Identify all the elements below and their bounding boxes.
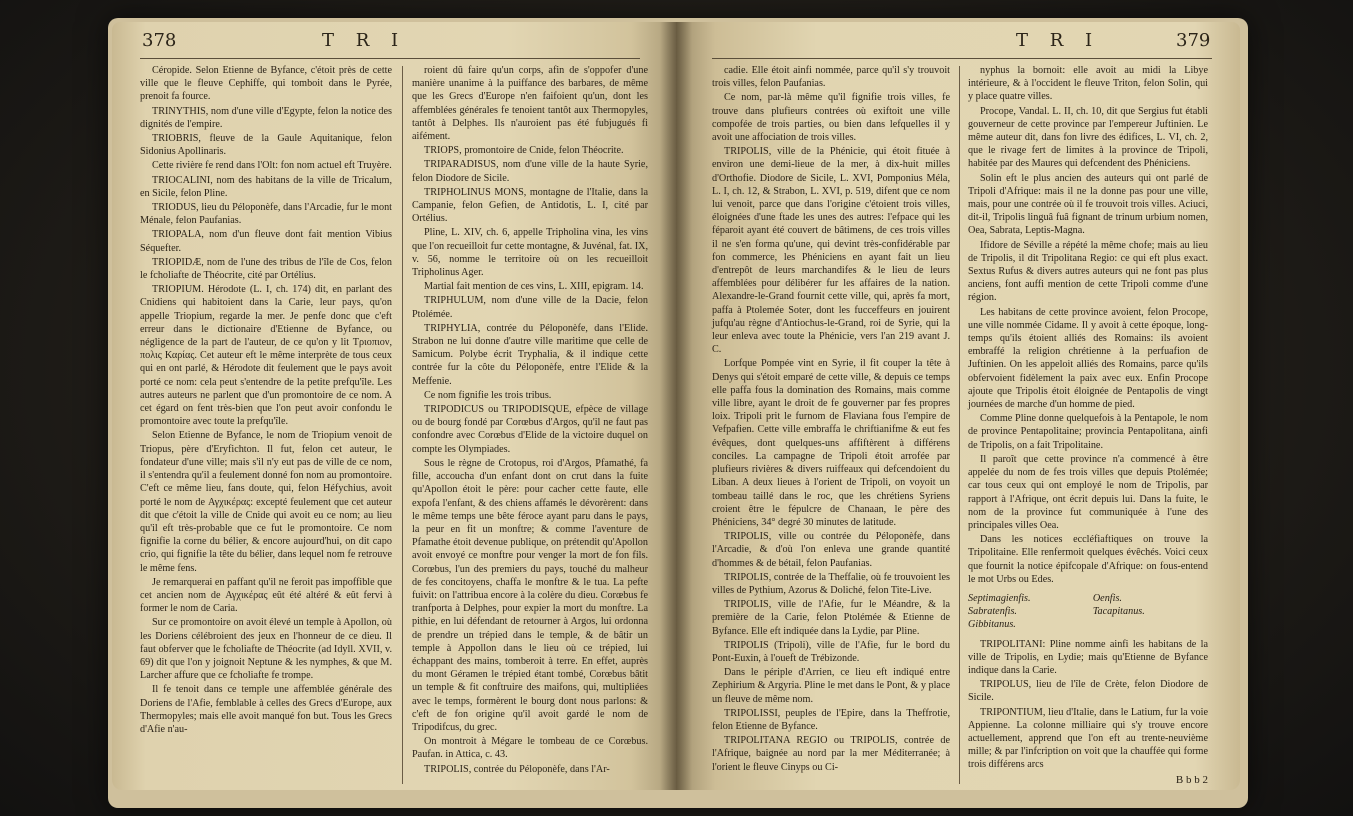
dictionary-entry: TRIPOLIS, ville de la Phénicie, qui étoit fituée à environ une demi-lieue de la mer, à dix-huit milles d'Orthofie. Diodore de Sicile, L. XVI, Pomponius Méla, L. I, ch. 12, & Strabon, L. XVI, p. 519, difent que ce nom lui venoit, parce que dans l'origine c'étoient trois villes, éloignées d'une ftade les unes des autres: l'efpace qui les féparoit ayant été couvert de bâtimens, de ces trois villes il ne s'en forma qu'une, qui devint très-confidérable par fon commerce, les Phéniciens en ayant fait un lieu d'entrepôt de leurs marchandifes & le lieu de leurs affemblées pour délibérer fur les affaires de la nation. Alexandre-le-Grand fournit cette ville, qui, après fa mort, paffa à Ptolemée Soter, dont les fucceffeurs en jouirent jufqu'au règne d'Antiochus-le-Grand, roi de Syrie, qui la leur enleva avec toute la Phénicie, vers l'an 219 avant J. C.	[712, 146, 950, 356]
bishopric-name: Oenfis.	[1092, 592, 1122, 604]
dictionary-entry: Sur ce promontoire on avoit élevé un temple à Apollon, où les Doriens célébroient des jeux en l'honneur de ce dieu. Il faut obferver que le fcholiafte de Théocrite (ad Idyll. XVII, v. 69) dit que l'on y joignoit Neptune & les nymphes, & que M. Larcher affure que ce fcholiafte fe trompe.	[140, 617, 392, 682]
dictionary-entry: TRIPOLITANA REGIO ou TRIPOLIS, contrée de l'Afrique, baignée au nord par la mer Méditerranée; à l'orient le fleuve Cinyps ou Ci-	[712, 735, 950, 773]
bishopric-name: Septimagienfis.	[968, 592, 1031, 604]
dictionary-entry: Martial fait mention de ces vins, L. XIII, epigram. 14.	[424, 281, 644, 293]
dictionary-entry: TRIOCALINI, nom des habitans de la ville de Tricalum, en Sicile, felon Pline.	[140, 174, 392, 199]
dictionary-entry: Il fe tenoit dans ce temple une affemblée générale des Doriens de l'Afie, femblable à celles des Grecs d'Europe, aux Thermopyles; mais elle avoit manqué fon but. Tous les Grecs d'Afie n'au-	[140, 684, 392, 735]
dictionary-entry: nyphus la bornoit: elle avoit au midi la Libye intérieure, & à l'occident le fleuve Triton, felon Solin, qui y place quatre villes.	[968, 65, 1208, 103]
left-column-1	[140, 64, 392, 737]
dictionary-entry: Dans les notices eccléfiaftiques on trouve la Tripolitaine. Elle renfermoit quelques évêchés. Voici ceux que fournit la notice épifcopale d'Afrique: on fous-entend le mot Urbs ou Edes.	[968, 534, 1208, 585]
dictionary-entry: Pline, L. XIV, ch. 6, appelle Tripholina vina, les vins que l'on recueilloit fur cette montagne, & Juvénal, fat. IX, v. 56, nomme le territoire où on les recueilloit Tripholinus Ager.	[412, 227, 648, 279]
dictionary-entry: TRIPOLIS, contrée du Péloponèfe, dans l'Ar-	[424, 763, 610, 775]
dictionary-entry: TRIOBRIS, fleuve de la Gaule Aquitanique, felon Sidonius Apollinaris.	[140, 133, 392, 158]
dictionary-entry: Procope, Vandal. L. II, ch. 10, dit que Sergius fut établi gouverneur de cette province par l'empereur Juftinien. Le même auteur dit, dans fon livre des édifices, L. VI, ch. 2, que le rivage fert de limites à la province de Tripoli, habitée par des Maures qui defcendent des Phéniciens.	[968, 105, 1208, 170]
dictionary-entry: Solin eft le plus ancien des auteurs qui ont parlé de Tripoli d'Afrique: mais il ne la donne pas pour une ville, mais, pour une contrée où il fe trouvoit trois villes. Aciuci, dit-il, Tripolis linguâ fuâ fignant de trinum urbium nomen, Oea, Sabrata, Leptis-Magna.	[968, 172, 1208, 237]
dictionary-entry: TRIPHYLIA, contrée du Péloponèfe, dans l'Elide. Strabon ne lui donne d'autre ville maritime que celle de Samicum. Polybe écrit Tryphalia, & il indique cette contrée fur la côte du Péloponèfe, entre l'Elide & la Meffenie.	[412, 322, 648, 387]
right-column-1	[712, 64, 950, 775]
dictionary-entry: TRIOPIDÆ, nom de l'une des tribus de l'île de Cos, felon le fcholiafte de Théocrite, cité par Ortélius.	[140, 256, 392, 282]
running-head-right: T R I	[1016, 30, 1101, 51]
bishopric-name: Sabratenfis.	[968, 606, 1017, 618]
page-number-left: 378	[142, 30, 177, 51]
header-rule-right	[712, 58, 1212, 59]
dictionary-entry: Selon Etienne de Byfance, le nom de Triopium venoit de Triopus, père d'Eryfichton. Il fut, felon cet auteur, le fondateur d'une ville; mais s'il n'y eut pas de ville de ce nom, il s'entendra qu'il a feulement donné fon nom au promontoire. C'eft ce même lieu, fans doute, qui, felon Héfychius, avoit porté le nom de Αγχικέρας: excepté feulement que cet auteur dit que c'étoit la ville de Cnide qui avoit eu ce nom; au lieu qu'il eft très-probable que ce fut le promontoire. Ce nom fignifie la corne du bélier, & encore aujourd'hui, on dit capo crio, qui fignifie la tête du bélier, dans lequel nom fe retrouve le même fens.	[140, 430, 392, 574]
dictionary-entry: TRIPHOLINUS MONS, montagne de l'Italie, dans la Campanie, felon Gefien, de Antidotis, L. I, cité par Ortélius.	[412, 186, 648, 225]
dictionary-entry: TRIOPS, promontoire de Cnide, felon Théocrite.	[424, 145, 624, 157]
dictionary-entry: cadie. Elle étoit ainfi nommée, parce qu'il s'y trouvoit trois villes, felon Paufanias.	[712, 65, 950, 90]
left-page	[112, 22, 676, 790]
book-gutter	[660, 22, 692, 790]
right-page	[676, 22, 1240, 790]
dictionary-entry: Céropide. Selon Etienne de Byfance, c'étoit près de cette ville que le fleuve Cephiffe, qui tomboit dans le Pyrée, prenoit fa fource.	[140, 65, 392, 103]
dictionary-entry: TRIPOLITANI: Pline nomme ainfi les habitans de la ville de Tripolis, en Lydie; mais qu'Etienne de Byfance indique dans la Carie.	[968, 638, 1208, 676]
dictionary-entry: TRIPARADISUS, nom d'une ville de la haute Syrie, felon Diodore de Sicile.	[412, 159, 648, 184]
bishopric-name: Gibbitanus.	[968, 619, 1016, 631]
right-column-2	[968, 64, 1208, 787]
bishoprics-list	[968, 592, 1208, 632]
right-column-2-lower-text	[968, 638, 1208, 772]
bishoprics-list-left	[968, 592, 1083, 632]
dictionary-entry: Ce nom fignifie les trois tribus.	[424, 389, 552, 401]
dictionary-entry: TRINYTHIS, nom d'une ville d'Egypte, felon la notice des dignités de l'empire.	[140, 105, 392, 130]
dictionary-entry: Les habitans de cette province avoient, felon Procope, une ville nommée Cidame. Il y avoit à cette époque, long-temps qu'ils étoient alliés des Romains: ils avoient embraffé la religion chrétienne à la perfuafion de Juftinien. On les appeloit alliés des Romains, parce qu'ils obfervoient fidèlement la paix avec eux. Enfin Procope ajoute que Tripolis étoit éloignée de Pentapolis de vingt journées de marche d'un homme de pied.	[968, 306, 1208, 411]
dictionary-entry: On montroit à Mégare le tombeau de ce Corœbus. Paufan. in Attica, c. 43.	[412, 736, 648, 761]
dictionary-entry: TRIPOLIS, ville ou contrée du Péloponèfe, dans l'Arcadie, & d'où l'on enleva une grande quantité d'hommes & de bétail, felon Paufanias.	[712, 531, 950, 569]
dictionary-entry: TRIPOLIS, contrée de la Theffalie, où fe trouvoient les villes de Pythium, Azorus & Doliché, felon Tite-Live.	[712, 571, 950, 596]
dictionary-entry: Sous le règne de Crotopus, roi d'Argos, Pfamathé, fa fille, accoucha d'un enfant dont on crut dans la fuite qu'Apollon étoit le père: pour cacher cette faute, elle expofa l'enfant, & des chiens affamés le dévorèrent: dans le même temps une bête féroce ayant paru dans le pays, la peur en fit un monftre; & comme l'aventure de Pfamathe étoit devenue publique, on prétendit qu'Apollon avoit envoyé ce monftre pour venger la mort de fon fils. Corœbus, l'un des premiers du pays, touché du malheur de fes concitoyens, chaffa le monftre & le tua. La pefte fuivit: on l'attribua encore à la colère du dieu. Corœbus fe tranfporta à Delphes, pour expier la mort du monftre. La pithie, en lui défendant de retourner à Argos, lui ordonna de prendre un trépied dans le temple, & de bâtir un temple à Appollon dans le lieu où ce trépied, lui échappant des mains, tomberoit à terre. En effet, auprès du mont Géramen le trépied étant tombé, Corœbus bâtit un temple & fit conftruire des maifons, qui, multipliées avec le temps, formèrent le bourg dont nous parlons: & c'eft de fon origine qu'il avoit gardé le nom de Tripodifcus, du grec.	[412, 457, 648, 733]
right-column-2-upper-text	[968, 64, 1208, 586]
dictionary-entry: Il paroît que cette province n'a commencé à être appelée du nom de fes trois villes que depuis Ptolémée; car tous ceux qui ont employé le nom de Tripolis, par rapport à l'Afrique, ont écrit depuis lui. Dans la fuite, le nom de la province fut communiquée à l'une des principales villes Oea.	[968, 453, 1208, 531]
dictionary-entry: roient dû faire qu'un corps, afin de s'oppofer d'une manière unanime à la puiffance des barbares, de même que les Grecs d'Europe n'en faifoient qu'un, dont les affemblées générales fe tenoient tantôt aux Thermopyles, tantôt à Delphes. Ils n'auroient pas été fubjugués fi aifément.	[412, 65, 648, 143]
dictionary-entry: Comme Pline donne quelquefois à la Pentapole, le nom de province Pentapolitaine; provincia Pentapolitana, ainfi de Tripolis, on a fait Tripolitaine.	[968, 413, 1208, 451]
dictionary-entry: TRIOPIUM. Hérodote (L. I, ch. 174) dit, en parlant des Cnidiens qui habitoient dans la Carie, leur pays, qu'on appelle Triopium, regarde la mer. Je penfe donc que c'eft erreur dans le dictionaire d'Etienne de Byfance, ou négligence de la part de l'auteur, de ce qu'on y lit Τριοπιον, πολις Καρίας. Cet auteur eft le même interprète de tous ceux qui en ont parlé, & Hérodote dit feulement que le pays avoit porté ce nom: cela peut s'entendre de la petite prefqu'île. Les autres auteurs ne parlent que d'un promontoire de ce nom. A cet égard on fent très-bien que l'on peut avoir confondu le promontoire avec toute la prefqu'île.	[140, 284, 392, 428]
running-head-left: T R I	[322, 30, 407, 51]
dictionary-entry: Cette rivière fe rend dans l'Olt: fon nom actuel eft Truyère.	[152, 160, 392, 172]
header-rule-left	[140, 58, 640, 59]
dictionary-entry: TRIOPALA, nom d'un fleuve dont fait mention Vibius Séquefter.	[140, 229, 392, 254]
bishopric-name: Tacapitanus.	[1092, 606, 1145, 618]
dictionary-entry: TRIODUS, lieu du Péloponèfe, dans l'Arcadie, fur le mont Ménale, felon Paufanias.	[140, 202, 392, 227]
dictionary-entry: TRIPHULUM, nom d'une ville de la Dacie, felon Ptolémée.	[412, 295, 648, 320]
dictionary-entry: Ce nom, par-là même qu'il fignifie trois villes, fe trouve dans plufieurs contrées où exiftoit une ville compofée de trois parties, ou bien dans lefquelles il y avoit une affociation de trois villes.	[712, 92, 950, 144]
signature-mark: B b b 2	[1175, 773, 1208, 786]
dictionary-entry: Dans le périple d'Arrien, ce lieu eft indiqué entre Zephirium & Argyria. Pline le met dans le Pont, & y place un fleuve de même nom.	[712, 667, 950, 705]
page-number-right: 379	[1176, 30, 1211, 51]
dictionary-entry: Je remarquerai en paffant qu'il ne feroit pas impoffible que cet ancien nom de Αγχικέρας eût été altéré & eût fervi à former le nom de Caria.	[140, 576, 392, 615]
dictionary-entry: TRIPOLISSI, peuples de l'Epire, dans la Theffrotie, felon Etienne de Byfance.	[712, 707, 950, 732]
dictionary-entry: Lorfque Pompée vint en Syrie, il fit couper la tête à Denys qui s'étoit emparé de cette ville, & depuis ce temps elle paffa fous la domination des Romains, mais comme ville libre, ayant le droit de fe gouverner par fes propres loix. Tripoli prit le furnom de Flaviana fous l'empire de Vefpafien. Cette ville embraffa le chriftianifme & eut fes évêques, dont quelques-uns affiftèrent à différens conciles. La campagne de Tripoli étoit arrofée par plufieurs rivières & divers ruiffeaux qui defcendoient du Liban. A deux lieues à l'orient de Tripoli, on voyoit un tombeau taillé dans le roc, que les chrétiens Syriens croient être le fépulcre de Chanaan, le père des Phéniciens, 34° degré 30 minutes de latitude.	[712, 358, 950, 528]
column-divider-right	[959, 66, 960, 784]
dictionary-entry: TRIPOLIS (Tripoli), ville de l'Afie, fur le bord du Pont-Euxin, à l'oueft de Trébizonde.	[712, 639, 950, 664]
dictionary-entry: TRIPOLIS, ville de l'Afie, fur le Méandre, & la première de la Carie, felon Ptolémée & Etienne de Byfance. Elle eft indiquée dans la Lydie, par Pline.	[712, 599, 950, 637]
dictionary-entry: TRIPOLUS, lieu de l'île de Crète, felon Diodore de Sicile.	[968, 679, 1208, 704]
column-divider-left	[402, 66, 403, 784]
dictionary-entry: TRIPONTIUM, lieu d'Italie, dans le Latium, fur la voie Appienne. La colonne milliaire qui s'y trouve encore actuellement, apprend que l'on eft au trente-neuvième mille; & par l'infcription on voit que la chauffée qui forme trois différens arcs	[968, 706, 1208, 771]
dictionary-entry: Ifidore de Séville a répété la même chofe; mais au lieu de Tripolis, il dit Tripolitana Regio: ce qui eft plus exact. Sextus Rufus & divers autres auteurs qui ne font pas plus anciens, font auffi mention de cette Tripoli comme d'une région.	[968, 239, 1208, 304]
bishoprics-list-right	[1093, 592, 1208, 632]
dictionary-entry: TRIPODICUS ou TRIPODISQUE, efpèce de village ou de bourg fondé par Corœbus d'Argos, qu'il ne faut pas confondre avec Corœbus d'Elide de la victoire duquel on compte les Olympiades.	[412, 404, 648, 455]
left-column-2	[412, 64, 648, 777]
